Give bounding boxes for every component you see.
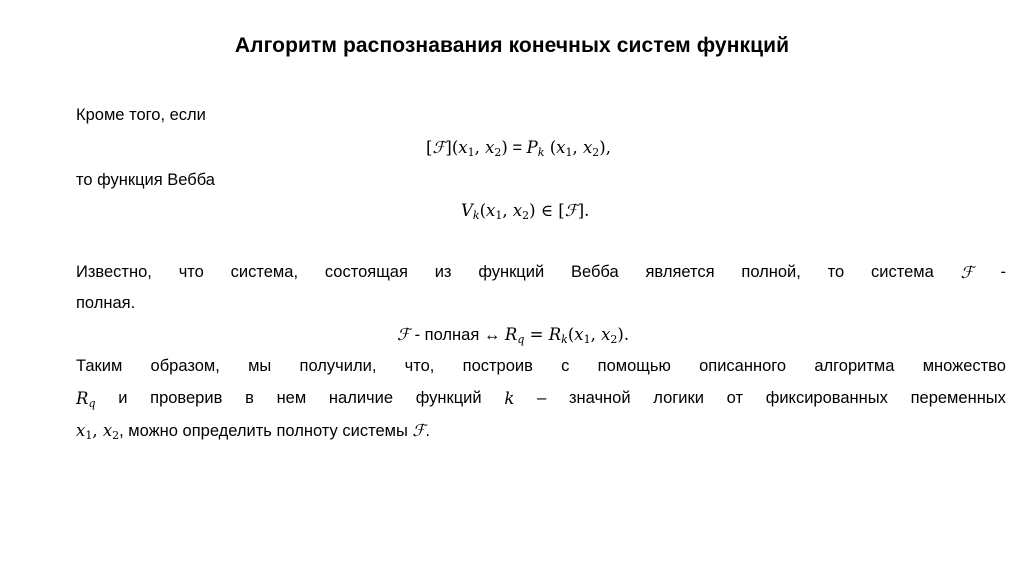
text-line-kroме-togo: Кроме того, если (76, 106, 206, 124)
formula-vk-in-closure: $V_k(x_1$, $x_2$) ∈ [ℱ]. (461, 201, 590, 222)
paragraph-2-line-1: Таким образом, мы получили, что, построив с помощью описанного алгоритма множество (76, 357, 1006, 375)
paragraph-1-line-1: Известно, что система, состоящая из функций Вебба является полной, то система ℱ - (76, 263, 1006, 282)
text-line-funkciya-vebba: то функция Вебба (76, 171, 215, 189)
formula-complete-iff-rq: ℱ - полная ↔ $R_q = R_k(x_1$, $x_2$). (397, 325, 630, 346)
paragraph-2-line-3: $x_1$, $x_2$, можно определить полноту системы ℱ. (76, 421, 430, 442)
page-title: Алгоритм распознавания конечных систем функций (234, 34, 790, 57)
paragraph-1-line-2: полная. (76, 294, 136, 312)
formula-closure-equals-pk: $[ℱ](x_1$, $x_2) = P_k$ ($x_1$, $x_2$), (426, 138, 611, 159)
paragraph-2-line-2: $R_q$ и проверив в нем наличие функций k – значной логики от фиксированных переменных (76, 389, 1006, 410)
